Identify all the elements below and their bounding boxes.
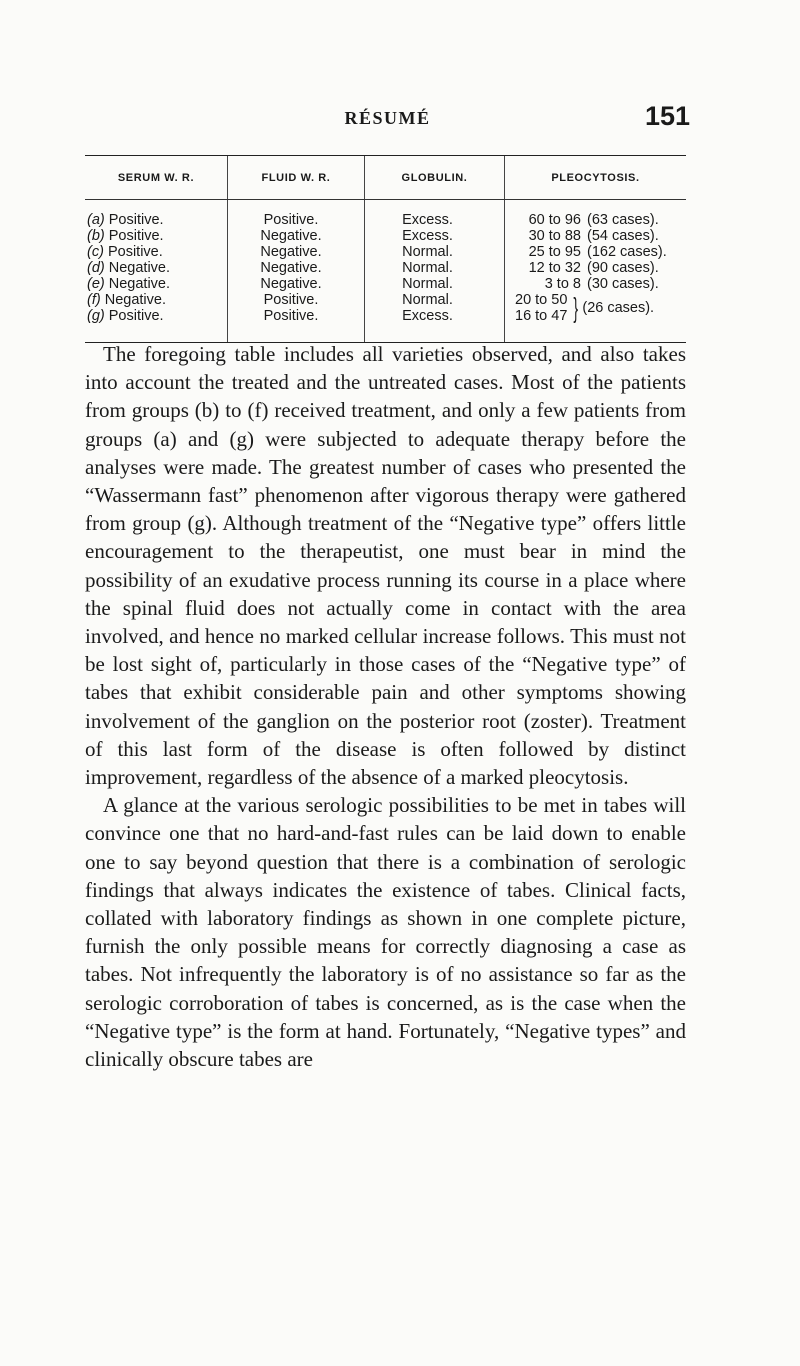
pleocytosis-cell: 25 to 95 (162 cases). xyxy=(528,244,667,260)
table-row: (e) Negative. xyxy=(87,276,171,292)
fluid-cell: Positive. xyxy=(263,292,319,308)
pleocytosis-bracketed-cell xyxy=(515,292,686,324)
column-fluid xyxy=(227,200,364,342)
running-title: RÉSUMÉ xyxy=(344,108,431,128)
shared-cases: (26 cases). xyxy=(582,300,655,316)
globulin-cell: Excess. xyxy=(402,228,453,244)
fluid-cell: Negative. xyxy=(260,260,322,276)
globulin-cell: Excess. xyxy=(402,212,453,228)
table-row: (g) Positive. xyxy=(87,308,164,324)
table-body xyxy=(85,200,686,342)
pleo-range-f: 20 to 50 xyxy=(515,292,568,308)
column-serum xyxy=(85,200,227,342)
fluid-cell: Negative. xyxy=(260,244,322,260)
table-header-row xyxy=(85,156,686,199)
results-table xyxy=(85,155,686,343)
pleocytosis-cell: 30 to 88 (54 cases). xyxy=(528,228,659,244)
header-globulin: GLOBULIN. xyxy=(364,156,504,199)
pleocytosis-cell: 60 to 96 (63 cases). xyxy=(528,212,659,228)
body-text xyxy=(85,340,686,1073)
table-row: (b) Positive. xyxy=(87,228,164,244)
globulin-cell: Normal. xyxy=(402,260,453,276)
paragraph: A glance at the various serologic possibilities to be met in tabes will convince one that no hard-and-fast rules can be laid down to enable one to say beyond question that there is a combination of serologic findings that always indicates the existence of tabes. Clinical facts, collated with laboratory findings as shown in one complete picture, furnish the only possible means for correctly diagnosing a case as tabes. Not infrequently the laboratory is of no assistance so far as the serologic corroboration of tabes is concerned, as is the case when the “Negative type” is the form at hand. Fortunately, “Negative types” and clinically obscure tabes are xyxy=(85,793,686,1072)
globulin-cell: Normal. xyxy=(402,292,453,308)
fluid-cell: Negative. xyxy=(260,276,322,292)
fluid-cell: Negative. xyxy=(260,228,322,244)
pleocytosis-cell: 3 to 8 (30 cases). xyxy=(544,276,659,292)
column-globulin xyxy=(364,200,504,342)
table-row: (d) Negative. xyxy=(87,260,171,276)
paragraph: The foregoing table includes all varieties observed, and also takes into account the treated and the untreated cases. Most of the patients from groups (b) to (f) received treatment, and only a few patients from groups (a) and (g) were subjected to adequate therapy before the analyses were made. The greatest number of cases who presented the “Wassermann fast” phenomenon after vigorous therapy were gathered from group (g). Although treatment of the “Negative type” offers little encouragement to the therapeutist, one must bear in mind the possibility of an exudative process running its course in a place where the spinal fluid does not actually come in contact with the area involved, and hence no marked cellular increase follows. This must not be lost sight of, particularly in those cases of the “Negative type” of tabes that exhibit considerable pain and other symptoms showing involvement of the ganglion on the posterior root (zoster). Treatment of this last form of the disease is often followed by distinct improvement, regardless of the absence of a marked pleocytosis. xyxy=(85,342,686,790)
pleocytosis-cell: 12 to 32 (90 cases). xyxy=(528,260,659,276)
table-row: (a) Positive. xyxy=(87,212,164,228)
table-row: (f) Negative. xyxy=(87,292,166,308)
pleo-range-g: 16 to 47 xyxy=(515,308,568,324)
globulin-cell: Normal. xyxy=(402,244,453,260)
page-header xyxy=(85,82,690,132)
globulin-cell: Excess. xyxy=(402,308,453,324)
column-pleocytosis xyxy=(504,200,686,342)
page-number: 151 xyxy=(644,101,690,131)
table-row: (c) Positive. xyxy=(87,244,163,260)
header-pleocytosis: PLEOCYTOSIS. xyxy=(504,156,686,199)
header-fluid: FLUID W. R. xyxy=(227,156,364,199)
fluid-cell: Positive. xyxy=(263,308,319,324)
globulin-cell: Normal. xyxy=(402,276,453,292)
right-brace-icon: } xyxy=(573,292,579,323)
header-serum: SERUM W. R. xyxy=(117,171,195,184)
fluid-cell: Positive. xyxy=(263,212,319,228)
